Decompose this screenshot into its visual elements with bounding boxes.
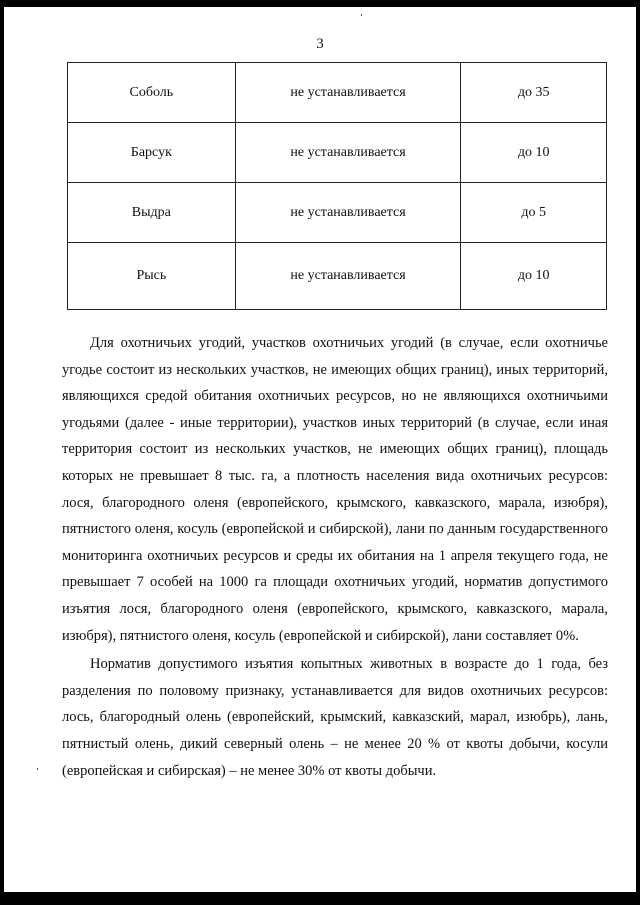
norm-cell: не устанавливается xyxy=(235,243,461,310)
species-cell: Соболь xyxy=(68,63,236,123)
scan-border-left xyxy=(0,0,4,905)
species-cell: Барсук xyxy=(68,123,236,183)
scan-speck xyxy=(361,14,362,16)
limit-cell: до 35 xyxy=(461,63,607,123)
species-cell: Выдра xyxy=(68,183,236,243)
scan-border-right xyxy=(636,0,640,905)
species-table xyxy=(67,62,607,310)
norm-cell: не устанавливается xyxy=(235,183,461,243)
limit-cell: до 5 xyxy=(461,183,607,243)
table-row xyxy=(68,63,607,123)
scan-border-bottom xyxy=(0,892,640,905)
norm-cell: не устанавливается xyxy=(235,63,461,123)
limit-cell: до 10 xyxy=(461,243,607,310)
species-cell: Рысь xyxy=(68,243,236,310)
page-number: 3 xyxy=(316,36,324,52)
scan-border-top xyxy=(0,0,640,7)
norm-cell: не устанавливается xyxy=(235,123,461,183)
scan-speck xyxy=(37,768,38,770)
paragraph-young-animals-rule: Норматив допустимого изъятия копытных животных в возрасте до 1 года, без разделения по половому признаку, устанавливается для видов охотничьих ресурсов: лось, благородный олень (европейский, крымский, кавказский, марал, изюбрь), лань, пятнистый олень, дикий северный олень – не менее 20 % от квоты добычи, косули (европейская и сибирская) – не менее 30% от квоты добычи. xyxy=(62,656,608,779)
table-row xyxy=(68,183,607,243)
table-row xyxy=(68,123,607,183)
limit-cell: до 10 xyxy=(461,123,607,183)
body-text xyxy=(62,330,608,784)
paragraph-occupancy-rule: Для охотничьих угодий, участков охотничьих угодий (в случае, если охотничье угодье состоит из нескольких участков, не имеющих общих границ), иных территорий, являющихся средой обитания охотничьих ресурсов, но не являющихся охотничьими угодьями (далее - иные территории), участков иных территорий (в случае, если иная территория состоит из нескольких участков, не имеющих общих границ), площадь которых не превышает 8 тыс. га, а плотность населения вида охотничьих ресурсов: лося, благородного оленя (европейского, крымского, кавказского, марала, изюбря), пятнистого оленя, косуль (европейской и сибирской), лани по данным государственного мониторинга охотничьих ресурсов и среды их обитания на 1 апреля текущего года, не превышает 7 особей на 1000 га площади охотничьих угодий, норматив допустимого изъятия лося, благородного оленя (европейского, крымского, кавказского, марала, изюбря), пятнистого оленя, косуль (европейской и сибирской), лани составляет 0%. xyxy=(62,335,608,644)
table-row xyxy=(68,243,607,310)
